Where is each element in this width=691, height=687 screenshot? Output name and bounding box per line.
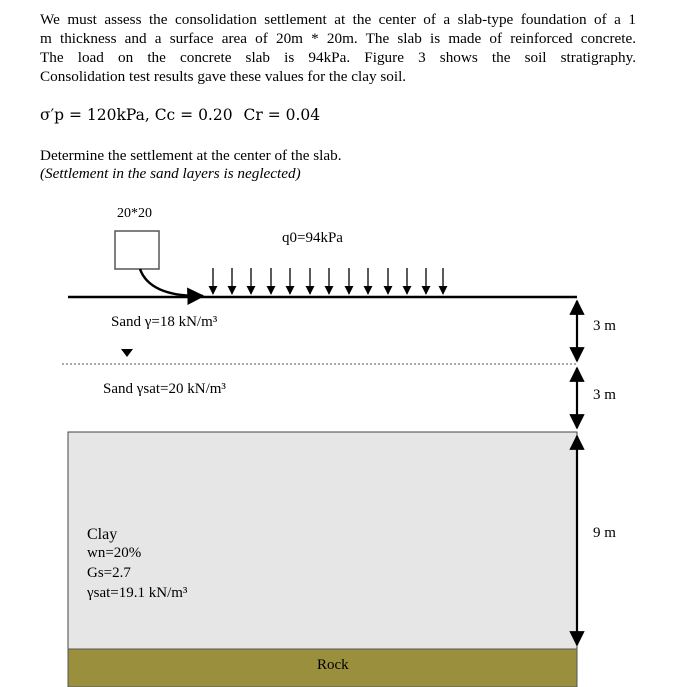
clay-layer <box>68 432 577 649</box>
param-cr: Cr = 0.04 <box>243 106 321 124</box>
task-line-1: Determine the settlement at the center of the slab. <box>40 147 342 164</box>
param-sigma-p: σ′p = 120kPa, <box>40 106 150 124</box>
rock-label: Rock <box>317 657 349 673</box>
slab-square <box>115 231 159 269</box>
slab-pointer-arrow <box>140 269 203 296</box>
problem-line-1: We must assess the consolidation settlement at the center of a slab-type foundation of a 1 <box>40 11 636 28</box>
clay-gs-label: Gs=2.7 <box>87 565 131 581</box>
clay-name-label: Clay <box>87 526 118 543</box>
water-table-symbol <box>121 349 133 357</box>
clay-gamma-label: γsat=19.1 kN/m³ <box>87 585 188 601</box>
thickness-label-3: 9 m <box>593 525 616 541</box>
problem-line-3: The load on the concrete slab is 94kPa. Figure 3 shows the soil stratigraphy. <box>40 49 636 66</box>
sand-sat-label: Sand γsat=20 kN/m³ <box>103 381 226 397</box>
thickness-label-2: 3 m <box>593 387 616 403</box>
problem-line-4: Consolidation test results gave these values for the clay soil. <box>40 68 407 85</box>
task-line-2: (Settlement in the sand layers is neglected) <box>40 165 301 182</box>
sand-top-label: Sand γ=18 kN/m³ <box>111 314 218 330</box>
load-label: q0=94kPa <box>282 230 343 246</box>
clay-wn-label: wn=20% <box>87 545 142 561</box>
load-arrows <box>213 268 443 294</box>
thickness-label-1: 3 m <box>593 318 616 334</box>
slab-size-label: 20*20 <box>117 206 152 221</box>
problem-line-2: m thickness and a surface area of 20m * 20m. The slab is made of reinforced concrete. <box>40 30 636 47</box>
param-cc: Cc = 0.20 <box>154 106 233 124</box>
